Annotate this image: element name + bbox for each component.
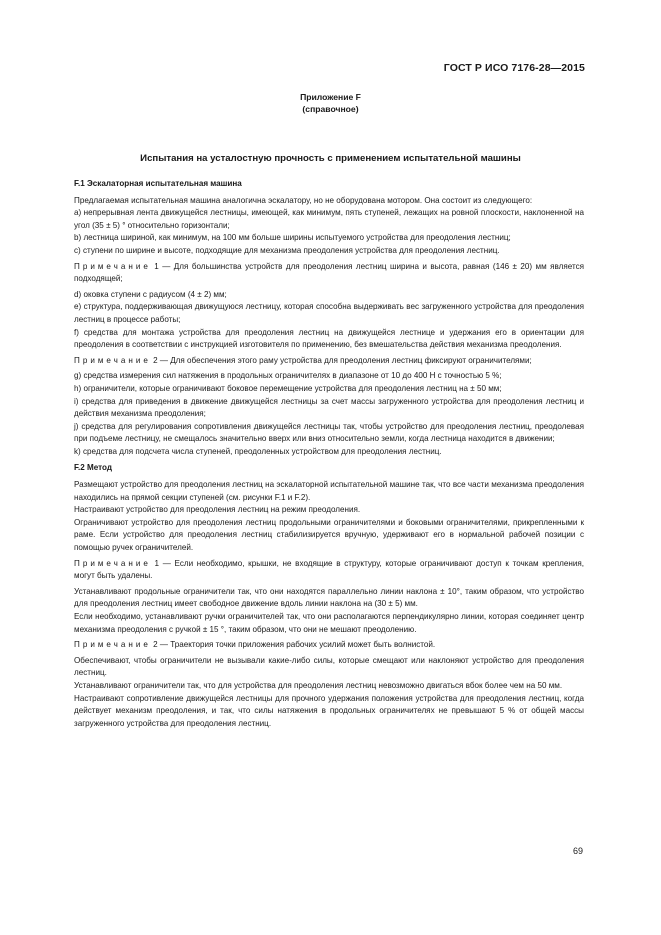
note-label: Примечание (74, 640, 151, 650)
note-label: Примечание (74, 261, 151, 271)
list-item: j) средства для регулирования сопротивления движущейся лестницы так, чтобы устройство для преодоления лестниц, преодолевая при подъеме лестницу, не смещалось значительно вверх или вниз относительно земли, когда лестница находится в движении; (74, 421, 584, 444)
paragraph: Устанавливают ограничители так, что для устройства для преодоления лестниц невозможно двигаться вбок более чем на 50 мм. (74, 680, 563, 690)
note-label: Примечание (74, 355, 151, 365)
appendix-type: (справочное) (302, 104, 359, 114)
note-text: 2 — Траектория точки приложения рабочих усилий может быть волнистой. (150, 640, 436, 650)
appendix-label (0, 91, 661, 115)
paragraph: Настраивают устройство для преодоления лестниц на режим преодоления. (74, 505, 361, 515)
list-item: c) ступени по ширине и высоте, подходящие для механизма преодоления устройства для преодоления лестниц. (74, 245, 500, 255)
page-title: Испытания на усталостную прочность с применением испытательной машины (140, 153, 521, 164)
paragraph: Если необходимо, устанавливают ручки ограничителей так, что они располагаются перпендикулярно линии, которая соединяет центр механизма преодоления с ручкой ± 15 °, таким образом, что они не мешают преодолению. (74, 612, 584, 634)
note (74, 639, 584, 652)
document-header: ГОСТ Р ИСО 7176-28—2015 (443, 62, 585, 74)
page-number: 69 (572, 846, 583, 856)
paragraph: Устанавливают продольные ограничители так, что они находятся параллельно линии наклона ± 10°, таким образом, что устройство для преодоления лестниц имеет свободное движение вдоль линии наклона на (30 ± 5) мм. (74, 586, 584, 609)
note (74, 261, 584, 286)
list-item: b) лестница шириной, как минимум, на 100 мм больше ширины испытуемого устройства для преодоления лестниц; (74, 233, 511, 243)
list-item: k) средства для подсчета числа ступеней, преодоленных устройством для преодоления лестниц. (74, 446, 442, 456)
list-item: d) оковка ступени с радиусом (4 ± 2) мм; (74, 289, 227, 299)
list-item: g) средства измерения сил натяжения в продольных ограничителях в диапазоне от 10 до 400 Н с точностью 5 %; (74, 371, 502, 381)
list-item: e) структура, поддерживающая движущуюся лестницу, которая способна выдерживать вес загруженного устройства для преодоления лестниц в процессе работы; (74, 302, 584, 324)
list-item: f) средства для монтажа устройства для преодоления лестниц на движущейся лестнице и удержания его в ориентации для преодоления в соответствии с инструкцией изготовителя по применению, без вмешательства действия механизма преодоления. (74, 327, 584, 350)
list-item: h) ограничители, которые ограничивают боковое перемещение устройства для преодоления лестниц на ± 50 мм; (74, 383, 502, 393)
document-body (74, 178, 584, 730)
note-text: 2 — Для обеспечения этого раму устройства для преодоления лестниц фиксируют ограничителями; (150, 355, 532, 365)
paragraph: Размещают устройство для преодоления лестниц на эскалаторной испытательной машине так, что все части механизма преодоления находились на прямой секции ступеней (см. рисунки F.1 и F.2). (74, 480, 584, 502)
section-heading: F.2 Метод (74, 463, 113, 473)
section-heading: F.1 Эскалаторная испытательная машина (74, 179, 242, 188)
paragraph: Обеспечивают, чтобы ограничители не вызывали какие-либо силы, которые смещают или наклоняют устройство для преодоления лестниц. (74, 655, 584, 678)
list-item: i) средства для приведения в движение движущейся лестницы за счет массы загруженного устройства для преодоления лестниц и действия механизма преодоления; (74, 396, 584, 419)
paragraph: Ограничивают устройство для преодоления лестниц продольными ограничителями и боковыми ограничителями, прикрепленными к раме. Если устройство для преодоления лестниц стабилизируется вручную, удерживают его в нормальной рабочей позиции с помощью ручек ограничителей. (74, 517, 584, 553)
list-item: a) непрерывная лента движущейся лестницы, имеющей, как минимум, пять ступеней, лежащих на ровной плоскости, наклоненной на угол (35 ± 5) ° относительно горизонтали; (74, 208, 584, 230)
note-label: Примечание (74, 558, 151, 568)
note (74, 355, 584, 368)
paragraph: Настраивают сопротивление движущейся лестницы для прочного удержания положения устройства для преодоления лестниц, когда действует механизм преодоления, и так, что силы натяжения в продольных ограничителях не превышают 5 % от общей массы загруженного устройства для преодоления лестниц. (74, 693, 584, 728)
appendix-title: Приложение F (300, 92, 361, 102)
note-text: 1 — Для большинства устройств для преодоления лестниц ширина и высота, равная (146 ± 20) мм является подходящей; (74, 261, 584, 284)
paragraph: Предлагаемая испытательная машина аналогична эскалатору, но не оборудована мотором. Она состоит из следующего: (74, 195, 533, 205)
note-text: 1 — Если необходимо, крышки, не входящие в структуру, которые ограничивают доступ к точкам крепления, могут быть удалены. (74, 558, 584, 581)
note (74, 558, 584, 583)
